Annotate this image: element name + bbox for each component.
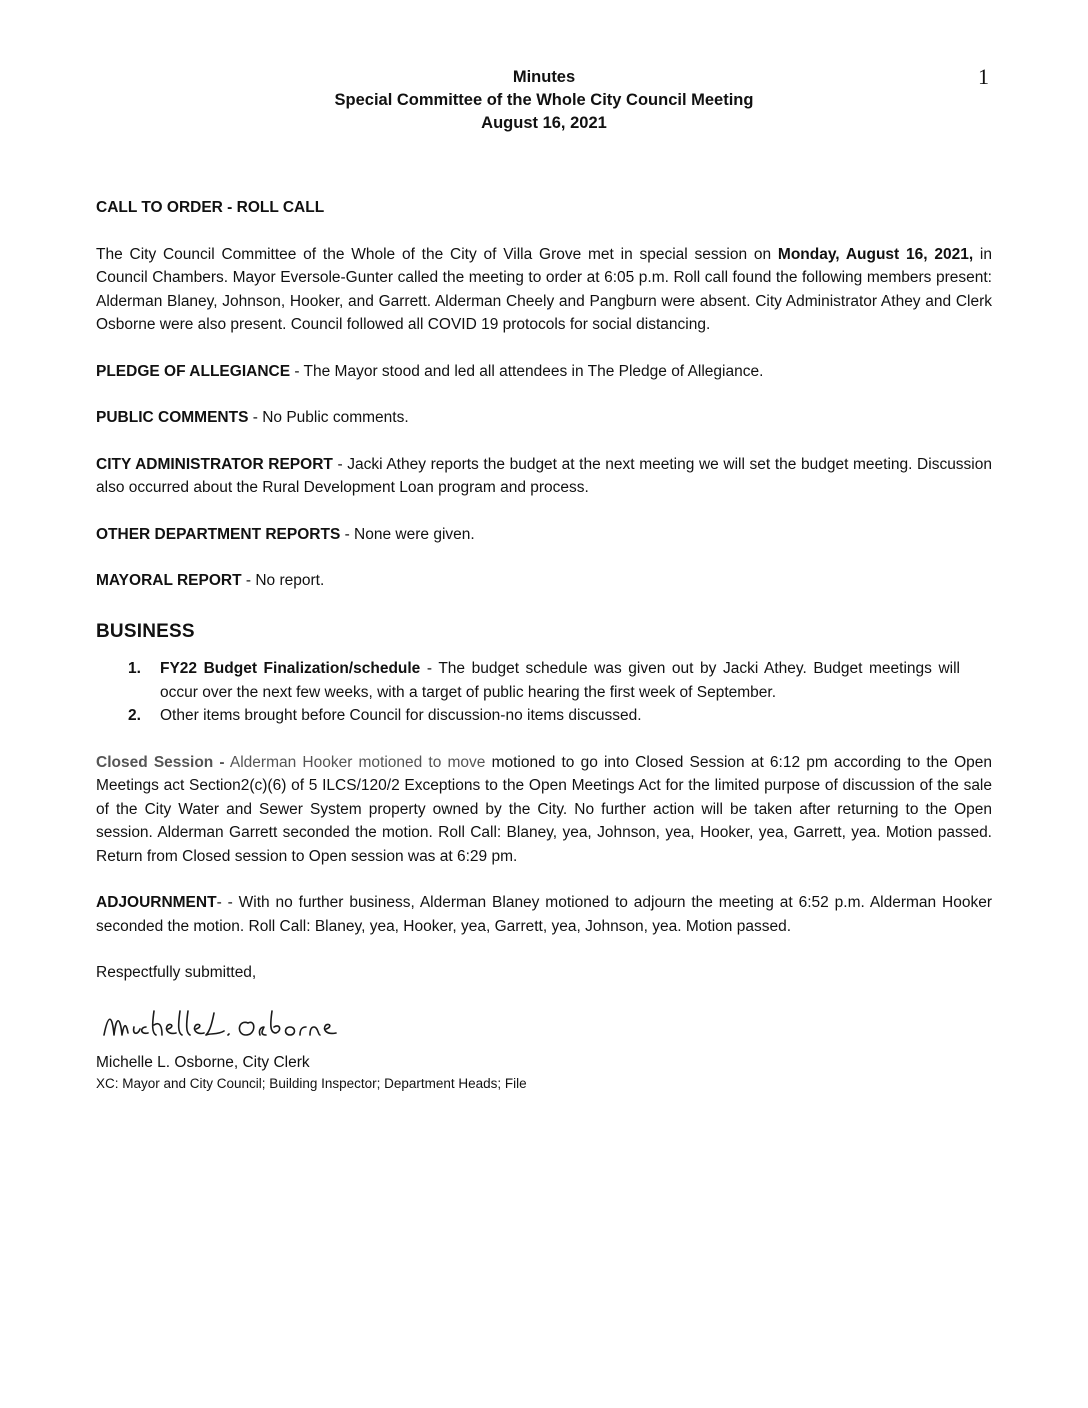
business-item-2: 2. Other items brought before Council for discussion-no items discussed.: [96, 704, 992, 728]
signer-name-title: Michelle L. Osborne, City Clerk: [96, 1053, 310, 1071]
mayoral-report-paragraph: MAYORAL REPORT - No report.: [96, 572, 325, 589]
handwritten-signature: [100, 1005, 360, 1045]
page-number: 1: [978, 64, 989, 89]
header-title: Minutes: [512, 68, 576, 86]
business-item-1: 1. FY22 Budget Finalization/schedule - The budget schedule was given out by Jacki Athey. Budget meetings will occur over the next few weeks, with a target of public hearing the first week of September.: [96, 657, 992, 704]
city-administrator-paragraph: CITY ADMINISTRATOR REPORT - Jacki Athey reports the budget at the next meeting we will set the budget meeting. Discussion also occurred about the Rural Development Loan program and process.: [96, 455, 992, 496]
pledge-paragraph: PLEDGE OF ALLEGIANCE - The Mayor stood and led all attendees in The Pledge of Allegiance.: [96, 362, 764, 380]
public-comments-paragraph: PUBLIC COMMENTS - No Public comments.: [96, 409, 409, 426]
list-number: 2.: [128, 707, 141, 724]
call-to-order-paragraph: The City Council Committee of the Whole of the City of Villa Grove met in special session on Monday, August 16, 2021, in Council Chambers. Mayor Eversole-Gunter called the meeting to order at 6:05 p.m. Roll call found the following members present: Alderman Blaney, Johnson, Hooker, and Garrett. Alderman Cheely and Pangburn were absent. City Administrator Athey and Clerk Osborne were also present. Council followed all COVID 19 protocols for social distancing.: [96, 245, 992, 333]
copy-distribution: XC: Mayor and City Council; Building Inspector; Department Heads; File: [96, 1076, 527, 1091]
call-to-order-heading: CALL TO ORDER - ROLL CALL: [96, 199, 325, 216]
business-heading: BUSINESS: [96, 620, 195, 642]
closed-session-paragraph: Closed Session - Alderman Hooker motioned to move motioned to go into Closed Session at 6:12 pm according to the Open Meetings act Section2(c)(6) of 5 ILCS/120/2 Exceptions to the Open Meetings Act for the limited purpose of discussion of the sale of the City Water and Sewer System property owned by the City. No further action will be taken after returning to the Open session. Alderman Garrett seconded the motion. Roll Call: Blaney, yea, Johnson, yea, Hooker, yea, Garrett, yea. Motion passed. Return from Closed session to Open session was at 6:29 pm.: [96, 753, 992, 865]
header-date: August 16, 2021: [481, 114, 607, 132]
adjournment-paragraph: ADJOURNMENT- - With no further business, Alderman Blaney motioned to adjourn the meeting at 6:52 p.m. Alderman Hooker seconded the motion. Roll Call: Blaney, yea, Hooker, yea, Garrett, yea, Johnson, yea. Motion passed.: [96, 894, 992, 935]
document-body: [96, 196, 992, 1094]
business-list: [96, 657, 992, 728]
document-header: [0, 66, 1088, 135]
header-meeting-name: Special Committee of the Whole City Council Meeting: [334, 91, 754, 109]
list-number: 1.: [128, 660, 141, 677]
other-department-paragraph: OTHER DEPARTMENT REPORTS - None were given.: [96, 525, 475, 543]
signature-block: [96, 961, 992, 1094]
respectfully-submitted: Respectfully submitted,: [96, 964, 257, 981]
